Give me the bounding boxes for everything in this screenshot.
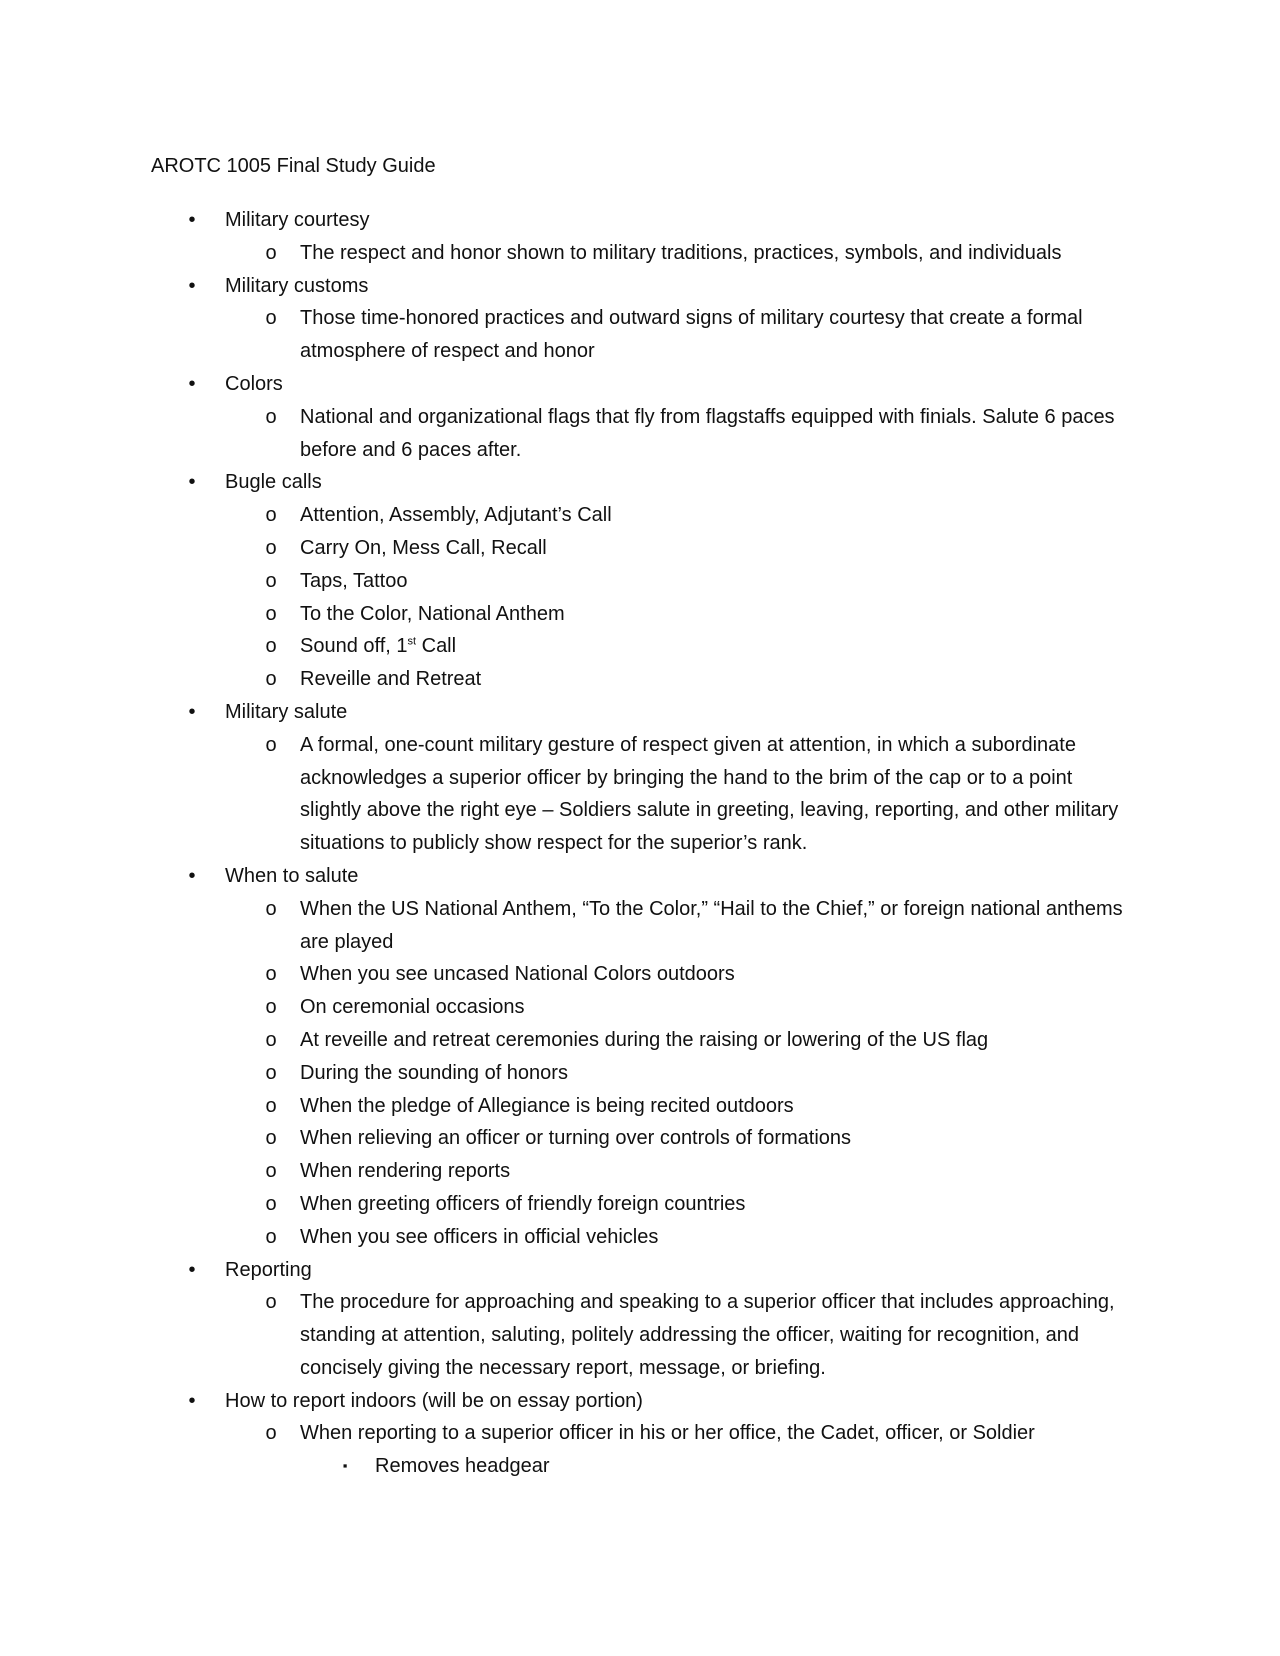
salute-occasion-item [0, 1057, 1280, 1090]
topic-colors [0, 368, 1280, 401]
bullet-marker: • [188, 864, 196, 887]
definition-text: The respect and honor shown to military traditions, practices, symbols, and individuals [300, 241, 1062, 264]
topic-military-customs [0, 270, 1280, 303]
sub-bullet-marker: o [265, 536, 277, 559]
topic-label: Military customs [225, 274, 369, 297]
bugle-call-item [0, 532, 1280, 565]
sub-bullet-marker: o [265, 897, 277, 920]
topic-military-courtesy [0, 204, 1280, 237]
topic-when-to-salute [0, 860, 1280, 893]
sub-bullet-marker: o [265, 1422, 277, 1445]
topic-label: Military salute [225, 700, 348, 723]
sub-bullet-marker: o [265, 307, 277, 330]
topic-label: Bugle calls [225, 471, 322, 494]
bugle-call-text: Attention, Assembly, Adjutant’s Call [300, 504, 612, 527]
definition-item [0, 729, 1280, 860]
sub-bullet-marker: o [265, 963, 277, 986]
procedure-text: When reporting to a superior officer in his or her office, the Cadet, officer, or Soldier [300, 1422, 1035, 1445]
salute-occasion-text: When you see uncased National Colors outdoors [300, 963, 735, 986]
sub-bullet-marker: o [265, 1061, 277, 1084]
sub-bullet-marker: o [265, 602, 277, 625]
sub-bullet-marker: o [265, 1028, 277, 1051]
study-guide-outline [0, 204, 1280, 1483]
bugle-call-item [0, 565, 1280, 598]
topic-label: Military courtesy [225, 209, 370, 231]
bullet-marker: • [188, 372, 196, 395]
definition-item [0, 1286, 1280, 1384]
salute-occasion-text: On ceremonial occasions [300, 996, 525, 1019]
sub-bullet-marker: o [265, 504, 277, 527]
sub-bullet-marker: o [265, 635, 277, 658]
salute-occasion-item [0, 958, 1280, 991]
sub-bullet-marker: o [265, 569, 277, 592]
salute-occasion-item [0, 991, 1280, 1024]
definition-text: National and organizational flags that fly from flagstaffs equipped with finials. Salute 6 paces before and 6 paces after. [300, 405, 1115, 461]
sub-bullet-marker: o [265, 1094, 277, 1117]
sub-bullet-marker: o [265, 1291, 277, 1314]
topic-label: Reporting [225, 1258, 312, 1281]
salute-occasion-text: When you see officers in official vehicles [300, 1225, 659, 1248]
sub-bullet-marker: o [265, 668, 277, 691]
bugle-call-item [0, 499, 1280, 532]
sub-bullet-marker: o [265, 996, 277, 1019]
procedure-step-item [0, 1450, 1280, 1483]
bullet-marker: • [188, 1389, 196, 1412]
definition-item [0, 302, 1280, 368]
sub-bullet-marker: o [265, 241, 277, 264]
salute-occasion-text: At reveille and retreat ceremonies during the raising or lowering of the US flag [300, 1028, 989, 1051]
salute-occasion-item [0, 893, 1280, 959]
salute-occasion-item [0, 1024, 1280, 1057]
sub-bullet-marker: o [265, 405, 277, 428]
bugle-call-text: Carry On, Mess Call, Recall [300, 536, 547, 559]
topic-label: When to salute [225, 864, 359, 887]
bullet-marker: • [188, 700, 196, 723]
definition-item [0, 401, 1280, 467]
sub-bullet-marker: o [265, 733, 277, 756]
definition-text: The procedure for approaching and speaking to a superior officer that includes approaching, standing at attention, saluting, politely addressing the officer, waiting for recognition, and concisely giving the necessary report, message, or briefing. [300, 1291, 1115, 1379]
bugle-call-text: Taps, Tattoo [300, 569, 408, 592]
salute-occasion-text: When relieving an officer or turning over controls of formations [300, 1127, 852, 1150]
sub-bullet-marker: o [265, 1225, 277, 1248]
definition-item [0, 237, 1280, 270]
bugle-call-text: Sound off, 1 [300, 635, 408, 658]
procedure-step-text: Removes headgear [375, 1455, 550, 1478]
salute-occasion-item [0, 1090, 1280, 1123]
salute-occasion-text: During the sounding of honors [300, 1061, 568, 1084]
bugle-call-text-tail: Call [416, 635, 457, 658]
document-title: AROTC 1005 Final Study Guide [151, 155, 436, 177]
salute-occasion-item [0, 1155, 1280, 1188]
salute-occasion-item [0, 1188, 1280, 1221]
bullet-marker: • [188, 1258, 196, 1281]
topic-report-indoors [0, 1385, 1280, 1418]
topic-label: How to report indoors (will be on essay portion) [225, 1389, 643, 1412]
topic-label: Colors [225, 372, 283, 395]
salute-occasion-item [0, 1221, 1280, 1254]
topic-reporting [0, 1254, 1280, 1287]
bugle-call-text: Reveille and Retreat [300, 668, 482, 691]
bugle-call-item [0, 663, 1280, 696]
salute-occasion-text: When the pledge of Allegiance is being recited outdoors [300, 1094, 794, 1117]
sub-bullet-marker: o [265, 1127, 277, 1150]
sub-bullet-marker: o [265, 1160, 277, 1183]
bugle-call-text: To the Color, National Anthem [300, 602, 565, 625]
definition-text: A formal, one-count military gesture of respect given at attention, in which a subordinate acknowledges a superior officer by bringing the hand to the brim of the cap or to a point slightly above the right eye – Soldiers salute in greeting, leaving, reporting, and other military situations to publicly show respect for the superior’s rank. [300, 733, 1119, 855]
salute-occasion-item [0, 1122, 1280, 1155]
sub-bullet-marker: o [265, 1192, 277, 1215]
bugle-call-item [0, 630, 1280, 663]
square-bullet-marker: ▪ [342, 1458, 348, 1474]
definition-text: Those time-honored practices and outward signs of military courtesy that create a formal atmosphere of respect and honor [300, 307, 1083, 363]
bullet-marker: • [188, 209, 196, 231]
topic-bugle-calls [0, 466, 1280, 499]
bullet-marker: • [188, 471, 196, 494]
procedure-item [0, 1417, 1280, 1450]
salute-occasion-text: When the US National Anthem, “To the Color,” “Hail to the Chief,” or foreign national anthems are played [300, 897, 1123, 953]
salute-occasion-text: When rendering reports [300, 1160, 511, 1183]
superscript-st: st [407, 635, 417, 648]
salute-occasion-text: When greeting officers of friendly foreign countries [300, 1192, 746, 1215]
topic-military-salute [0, 696, 1280, 729]
bugle-call-item [0, 598, 1280, 631]
bullet-marker: • [188, 274, 196, 297]
